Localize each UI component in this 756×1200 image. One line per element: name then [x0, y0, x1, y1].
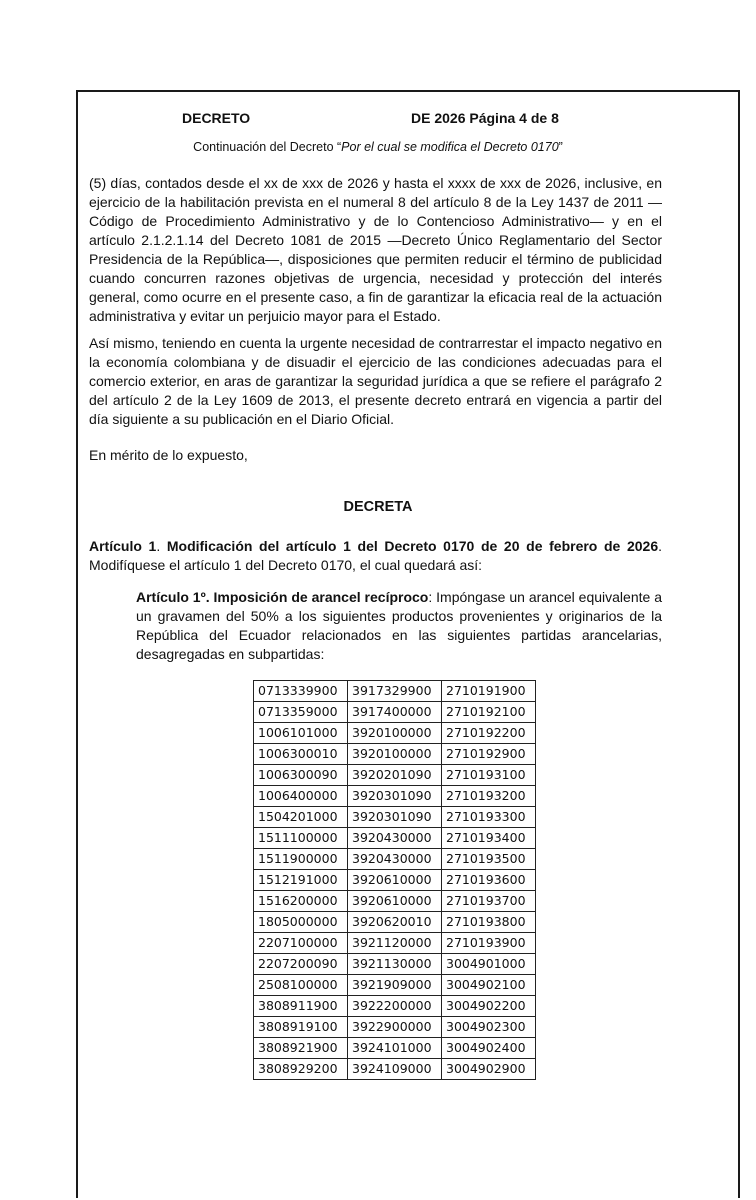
- table-row: [254, 954, 536, 975]
- tariff-code-cell: 0713339900: [254, 681, 348, 702]
- table-row: [254, 723, 536, 744]
- tariff-code-cell: 1511900000: [254, 849, 348, 870]
- table-row: [254, 765, 536, 786]
- tariff-code-cell: 3920620010: [348, 912, 442, 933]
- article-1-1-text: : Impóngase un arancel equivalente a un gravamen del 50% a los siguientes productos provenientes y originarios de la República del Ecuador relacionados en las siguientes partidas arancelarias, desagregadas en subpartidas:: [136, 589, 662, 662]
- tariff-code-cell: 1511100000: [254, 828, 348, 849]
- article-1-title: Modificación del artículo 1 del Decreto 0170 de 20 de febrero de 2026: [166, 538, 659, 554]
- tariff-code-cell: 3922900000: [348, 1017, 442, 1038]
- tariff-code-cell: 3808921900: [254, 1038, 348, 1059]
- tariff-code-cell: 3920610000: [348, 870, 442, 891]
- tariff-code-cell: 2710193900: [442, 933, 536, 954]
- paragraph-vigencia: Así mismo, teniendo en cuenta la urgente necesidad de contrarrestar el impacto negativo en la economía colombiana y de disuadir el ejercicio de las condiciones adecuadas para el comercio exterior, en aras de garantizar la seguridad jurídica a que se refiere el parágrafo 2 del artículo 2 de la Ley 1609 de 2013, el presente decreto entrará en vigencia a partir del día siguiente a su publicación en el Diario Oficial.: [89, 335, 662, 427]
- tariff-code-cell: 3004901000: [442, 954, 536, 975]
- tariff-code-cell: 2710193200: [442, 786, 536, 807]
- table-row: [254, 933, 536, 954]
- tariff-code-cell: 3920430000: [348, 828, 442, 849]
- tariff-code-cell: 1006300010: [254, 744, 348, 765]
- continuation-title: Por el cual se modifica el Decreto 0170: [341, 140, 559, 154]
- tariff-code-cell: 3920610000: [348, 891, 442, 912]
- table-row: [254, 1017, 536, 1038]
- article-1-1-title: Artículo 1º. Imposición de arancel recíproco: [136, 589, 429, 605]
- tariff-code-cell: 3920430000: [348, 849, 442, 870]
- table-row: [254, 807, 536, 828]
- article-1-text: . Modifíquese el artículo 1 del Decreto 0170, el cual quedará así:: [89, 538, 663, 573]
- tariff-code-cell: 2710193400: [442, 828, 536, 849]
- paragraph-publicity-term: (5) días, contados desde el xx de xxx de 2026 y hasta el xxxx de xxx de 2026, inclusive, en ejercicio de la habilitación prevista en el numeral 8 del artículo 8 de la Ley 1437 de 2011 —Código de Procedimiento Administrativo y de lo Contencioso Administrativo— y en el artículo 2.1.2.1.14 del Decreto 1081 de 2015 —Decreto Único Reglamentario del Sector Presidencia de la República—, disposiciones que permiten reducir el término de publicidad cuando concurren razones objetivas de urgencia, necesidad y protección del interés general, como ocurre en el presente caso, a fin de garantizar la eficacia real de la actuación administrativa y evitar un perjuicio mayor para el Estado.: [89, 175, 662, 324]
- tariff-code-cell: 1805000000: [254, 912, 348, 933]
- page-header: [0, 110, 756, 130]
- article-1-label: Artículo 1: [89, 538, 157, 554]
- tariff-code-cell: 3004902300: [442, 1017, 536, 1038]
- tariff-code-cell: 2710193100: [442, 765, 536, 786]
- tariff-code-cell: 3921130000: [348, 954, 442, 975]
- article-1-1: [136, 588, 662, 664]
- tariff-code-cell: 2710192100: [442, 702, 536, 723]
- table-row: [254, 912, 536, 933]
- tariff-code-cell: 1006101000: [254, 723, 348, 744]
- tariff-code-cell: 1006400000: [254, 786, 348, 807]
- header-page-info: DE 2026 Página 4 de 8: [411, 110, 559, 126]
- table-row: [254, 996, 536, 1017]
- tariff-code-cell: 3917400000: [348, 702, 442, 723]
- table-row: [254, 681, 536, 702]
- article-1: [89, 537, 662, 575]
- continuation-line: [0, 140, 756, 154]
- table-row: [254, 744, 536, 765]
- tariff-code-cell: 3808929200: [254, 1059, 348, 1080]
- tariff-code-cell: 3922200000: [348, 996, 442, 1017]
- tariff-code-cell: 3004902400: [442, 1038, 536, 1059]
- tariff-code-cell: 1504201000: [254, 807, 348, 828]
- tariff-code-cell: 1512191000: [254, 870, 348, 891]
- continuation-prefix: Continuación del Decreto “: [193, 140, 342, 154]
- tariff-code-cell: 3920201090: [348, 765, 442, 786]
- tariff-code-cell: 2710192900: [442, 744, 536, 765]
- tariff-code-cell: 3920100000: [348, 723, 442, 744]
- tariff-code-cell: 3921120000: [348, 933, 442, 954]
- table-row: [254, 786, 536, 807]
- article-1-sep: .: [156, 538, 167, 554]
- tariff-code-cell: 3004902200: [442, 996, 536, 1017]
- table-row: [254, 891, 536, 912]
- tariff-code-cell: 2710193500: [442, 849, 536, 870]
- tariff-code-cell: 3920100000: [348, 744, 442, 765]
- tariff-code-cell: 1006300090: [254, 765, 348, 786]
- tariff-code-cell: 2508100000: [254, 975, 348, 996]
- tariff-code-cell: 2207200090: [254, 954, 348, 975]
- tariff-code-cell: 2710193700: [442, 891, 536, 912]
- tariff-code-cell: 2207100000: [254, 933, 348, 954]
- header-decree-label: DECRETO: [182, 110, 251, 126]
- table-row: [254, 702, 536, 723]
- table-row: [254, 1038, 536, 1059]
- continuation-suffix: ”: [558, 140, 563, 154]
- tariff-subpartidas-table: [253, 680, 536, 1080]
- table-row: [254, 1059, 536, 1080]
- decreta-heading: DECRETA: [343, 499, 413, 515]
- tariff-code-cell: 3917329900: [348, 681, 442, 702]
- tariff-table-body: [254, 681, 536, 1080]
- table-row: [254, 870, 536, 891]
- tariff-code-cell: 3920301090: [348, 786, 442, 807]
- tariff-code-cell: 3924101000: [348, 1038, 442, 1059]
- tariff-code-cell: 3921909000: [348, 975, 442, 996]
- paragraph-merito: En mérito de lo expuesto,: [89, 447, 248, 463]
- tariff-code-cell: 2710193300: [442, 807, 536, 828]
- tariff-code-cell: 2710191900: [442, 681, 536, 702]
- tariff-code-cell: 2710193600: [442, 870, 536, 891]
- tariff-code-cell: 2710193800: [442, 912, 536, 933]
- table-row: [254, 975, 536, 996]
- tariff-code-cell: 2710192200: [442, 723, 536, 744]
- tariff-code-cell: 3808919100: [254, 1017, 348, 1038]
- tariff-code-cell: 3924109000: [348, 1059, 442, 1080]
- tariff-code-cell: 3004902100: [442, 975, 536, 996]
- table-row: [254, 849, 536, 870]
- tariff-code-cell: 3808911900: [254, 996, 348, 1017]
- tariff-code-cell: 3920301090: [348, 807, 442, 828]
- tariff-code-cell: 3004902900: [442, 1059, 536, 1080]
- tariff-code-cell: 1516200000: [254, 891, 348, 912]
- table-row: [254, 828, 536, 849]
- tariff-code-cell: 0713359000: [254, 702, 348, 723]
